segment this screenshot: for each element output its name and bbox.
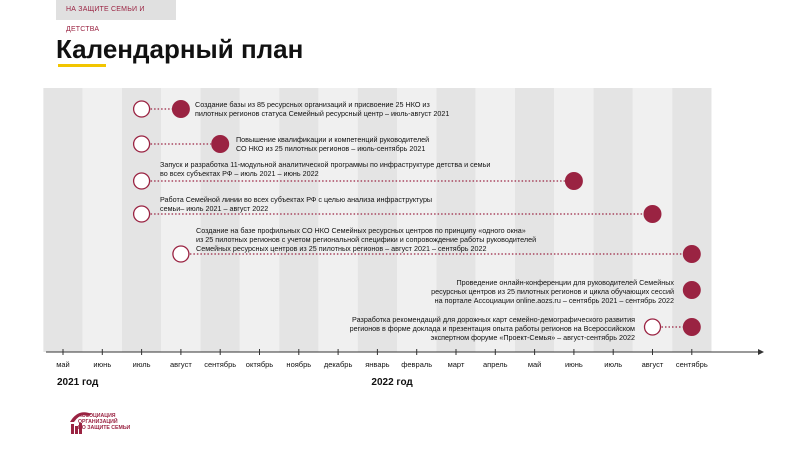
logo-text — [78, 413, 130, 431]
task-line: Повышение квалификации и компетенций руководителей — [236, 135, 430, 144]
task-line: Работа Семейной линии во всех субъектах РФ с целью анализа инфраструктуры — [160, 195, 433, 204]
month-stripe — [515, 88, 554, 352]
month-label: июнь — [93, 360, 112, 369]
month-label: август — [641, 360, 664, 369]
axis-arrow-icon — [758, 349, 764, 355]
month-label: сентябрь — [204, 360, 237, 369]
task-line: Разработка рекомендаций для дорожных карт семейно-демографического развития — [352, 315, 635, 324]
month-stripe — [201, 88, 240, 352]
task-line: Создание базы из 85 ресурсных организаций и присвоение 25 НКО из — [195, 100, 430, 109]
task-end-marker — [211, 135, 229, 153]
task-description — [196, 226, 536, 253]
task-line: из 25 пилотных регионов с учетом региональной специфики и сопровождение работы руководителей — [196, 235, 537, 244]
task-description — [431, 278, 674, 305]
task-line: ресурсных центров из 25 пилотных регионов и цикла обучающих сессий — [431, 287, 674, 296]
month-stripe — [43, 88, 82, 352]
task-description — [160, 160, 490, 178]
month-stripe — [436, 88, 475, 352]
month-stripe — [476, 88, 515, 352]
month-label: ноябрь — [286, 360, 312, 369]
month-label: сентябрь — [675, 360, 708, 369]
task-line: Запуск и разработка 11-модульной аналитической программы по инфраструктуре детства и семьи — [160, 160, 491, 169]
month-stripe — [672, 88, 711, 352]
month-label: июль — [132, 360, 151, 369]
task-line: Семейных ресурсных центров из 25 пилотных регионов – август 2021 – сентябрь 2022 — [196, 244, 487, 253]
section-tag: НА ЗАЩИТЕ СЕМЬИ И ДЕТСТВА — [56, 0, 176, 20]
task-description — [350, 315, 635, 342]
month-label: апрель — [482, 360, 508, 369]
task-description — [195, 100, 449, 118]
task-end-marker — [683, 281, 701, 299]
logo-line: АССОЦИАЦИЯ — [78, 413, 116, 419]
month-label: май — [527, 360, 542, 369]
task-description — [160, 195, 432, 213]
task-line: Создание на базе профильных СО НКО Семейных ресурсных центров по принципу «одного окна» — [196, 226, 526, 235]
task-end-marker — [683, 245, 701, 263]
month-label: май — [56, 360, 70, 369]
month-stripe — [83, 88, 122, 352]
year-label: 2022 год — [371, 377, 413, 388]
month-label: декабрь — [323, 360, 353, 369]
month-stripe — [358, 88, 397, 352]
month-label: октябрь — [245, 360, 274, 369]
task-line: Проведение онлайн-конференции для руководителей Семейных — [456, 278, 674, 287]
logo-line: ОРГАНИЗАЦИЙ — [78, 419, 118, 425]
task-line: пилотных регионов статуса Семейный ресурсный центр – июль-август 2021 — [195, 109, 450, 118]
month-stripe — [554, 88, 593, 352]
task-start-marker — [134, 173, 150, 189]
month-label: июль — [604, 360, 623, 369]
task-start-marker — [645, 319, 661, 335]
month-stripe — [397, 88, 436, 352]
month-stripe — [594, 88, 633, 352]
month-label: март — [447, 360, 465, 369]
year-label: 2021 год — [57, 377, 99, 388]
logo-line: ПО ЗАЩИТЕ СЕМЬИ — [78, 425, 131, 431]
month-stripe — [279, 88, 318, 352]
task-end-marker — [644, 205, 662, 223]
task-description — [236, 135, 429, 153]
task-start-marker — [134, 136, 150, 152]
month-label: июнь — [564, 360, 583, 369]
task-line: регионов в форме доклада и презентация опыта работы регионов на Всероссийском — [349, 324, 635, 333]
task-line: во всех субъектах РФ – июль 2021 – июнь 2022 — [160, 169, 319, 178]
month-stripe — [240, 88, 279, 352]
task-line: семьи– июль 2021 – август 2022 — [160, 204, 269, 213]
task-line: СО НКО из 25 пилотных регионов – июль-сентябрь 2021 — [236, 144, 426, 153]
task-end-marker — [172, 100, 190, 118]
task-end-marker — [683, 318, 701, 336]
page-title: Календарный план — [56, 34, 304, 64]
task-line: экспертном форуме «Проект-Семья» – август-сентябрь 2022 — [430, 333, 635, 342]
task-start-marker — [173, 246, 189, 262]
month-stripe — [318, 88, 357, 352]
task-end-marker — [565, 172, 583, 190]
month-label: август — [170, 360, 192, 369]
month-label: январь — [365, 360, 390, 369]
task-start-marker — [134, 101, 150, 117]
task-line: на портале Ассоциации online.aozs.ru – сентябрь 2021 – сентябрь 2022 — [434, 296, 674, 305]
task-start-marker — [134, 206, 150, 222]
month-stripe — [161, 88, 200, 352]
month-label: февраль — [401, 360, 433, 369]
